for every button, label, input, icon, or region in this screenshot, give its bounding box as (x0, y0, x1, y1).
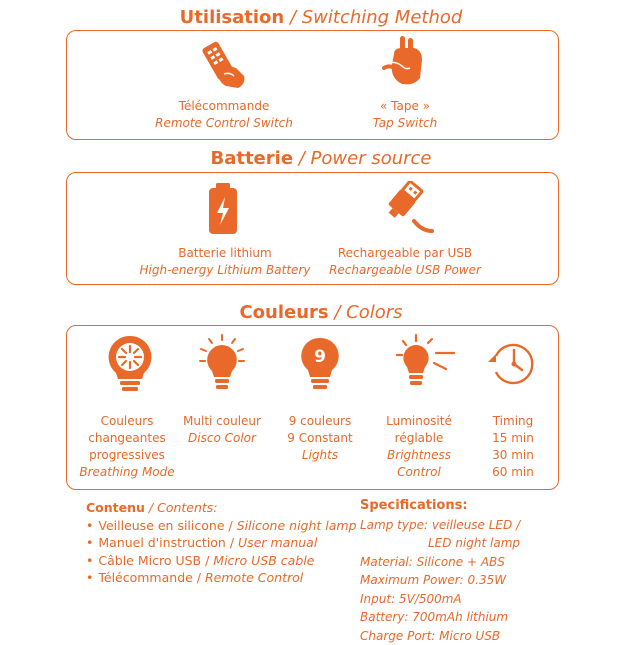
list-item: • Veilleuse en silicone / Silicone night lamp (86, 517, 357, 535)
breathing-bulb-icon (104, 333, 156, 395)
colors-item-brightness: Luminosité réglable Brightness Control (386, 413, 452, 481)
spec-line: Charge Port: Micro USB (360, 627, 520, 645)
spec-line: Maximum Power: 0.35W (360, 571, 520, 590)
contents-title: Contenu / Contents: (86, 499, 357, 517)
colors-item-disco: Multi couleur Disco Color (183, 413, 261, 447)
colors-item-nine: 9 couleurs 9 Constant Lights (287, 413, 352, 464)
brightness-bulb-icon (396, 333, 458, 395)
list-item: • Câble Micro USB / Micro USB cable (86, 552, 357, 570)
tap-hand-icon (380, 34, 434, 88)
colors-title: Couleurs / Colors (0, 302, 642, 324)
battery-title: Batterie / Power source (0, 148, 642, 170)
colors-item-breathing: Couleurs changeantes progressives Breathing Mode (79, 413, 174, 481)
usage-title: Utilisation / Switching Method (0, 7, 642, 29)
battery-item-lithium: Batterie lithium High-energy Lithium Battery (140, 245, 311, 279)
svg-text:9: 9 (314, 347, 326, 367)
usage-box (66, 30, 559, 140)
timer-icon (486, 340, 538, 388)
list-item: • Manuel d'instruction / User manual (86, 534, 357, 552)
nine-bulb-icon (298, 335, 342, 395)
battery-icon (206, 181, 240, 237)
spec-line: Lamp type: veilleuse LED / (360, 516, 520, 535)
disco-bulb-icon (198, 333, 246, 395)
contents-list (86, 499, 357, 587)
list-item: • Télécommande / Remote Control (86, 569, 357, 587)
usage-item-remote: Télécommande Remote Control Switch (155, 98, 293, 132)
usage-item-tap: « Tape » Tap Switch (373, 98, 438, 132)
colors-item-timing: Timing 15 min 30 min 60 min (492, 413, 534, 481)
specifications (360, 497, 520, 645)
spec-line: Battery: 700mAh lithium (360, 608, 520, 627)
spec-line: Input: 5V/500mA (360, 590, 520, 609)
spec-line: Material: Silicone + ABS (360, 553, 520, 572)
usb-plug-icon (376, 181, 436, 235)
spec-line: LED night lamp (360, 534, 520, 553)
specs-title: Specifications: (360, 497, 520, 516)
battery-item-usb: Rechargeable par USB Rechargeable USB Power (329, 245, 481, 279)
remote-hand-icon (196, 38, 250, 92)
